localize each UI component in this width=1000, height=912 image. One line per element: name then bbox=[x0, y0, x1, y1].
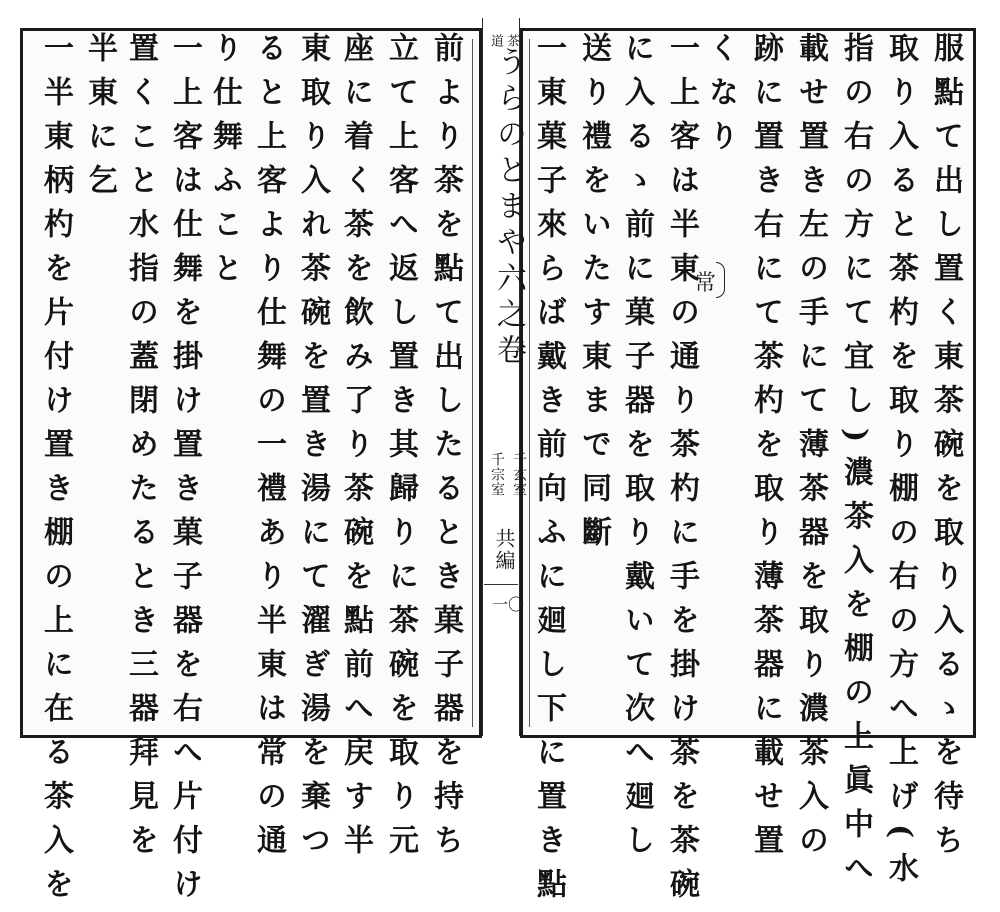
text-column: 跡に置き右にて茶杓を取り薄茶器に載せ置 bbox=[748, 32, 783, 868]
text-column: 前より茶を點て出したるとき菓子器を持ち bbox=[428, 32, 463, 868]
text-column: くなり bbox=[703, 32, 738, 164]
text-column: 半東に乞 bbox=[82, 32, 117, 208]
text-column: 座に着く茶を飲み了り茶碗を點前へ戻す半 bbox=[338, 32, 373, 868]
page-rule bbox=[472, 39, 473, 727]
text-column: 送り禮をいたす東まで同斷 bbox=[576, 32, 611, 560]
text-column: 取り入ると茶杓を取り棚の右の方へ上げ(水 bbox=[883, 32, 918, 897]
book-title: うらのとまや六之卷 bbox=[491, 46, 526, 370]
annotation-bracket bbox=[716, 262, 725, 298]
text-column: に入るゝ前に菓子器を取り戴いて次へ廻し bbox=[619, 32, 654, 868]
page-number: 一〇 bbox=[492, 595, 525, 614]
text-column: 置くこと水指の蓋閉めたるとき三器拜見を bbox=[123, 32, 158, 868]
text-column: 一東菓子來らば戴き前向ふに廻し下に置き點 bbox=[531, 32, 566, 912]
series-label: 道 bbox=[488, 34, 503, 48]
divider bbox=[484, 584, 518, 585]
text-column: 一上客は仕舞を掛け置き菓子器を右へ片付け bbox=[167, 32, 202, 912]
edit-label: 共編 bbox=[492, 528, 516, 572]
text-column: 指の右の方にて宜し)濃茶入を棚の上眞中へ bbox=[838, 32, 873, 897]
text-column: ると上客より仕舞の一禮あり半東は常の通 bbox=[251, 32, 286, 868]
author-name: 千玄室 bbox=[511, 452, 527, 497]
authors bbox=[487, 452, 529, 497]
text-column: 立て上客へ返し置き其歸りに茶碗を取り元 bbox=[383, 32, 418, 868]
text-column: 一半東柄杓を片付け置き棚の上に在る茶入を bbox=[38, 32, 73, 912]
author-name: 千宗室 bbox=[489, 452, 505, 497]
text-column: り仕舞ふこと bbox=[207, 32, 242, 296]
gutter-rule bbox=[482, 18, 483, 736]
text-column: 一上客は半東の通り茶杓に手を掛け茶を茶碗 bbox=[664, 32, 699, 912]
text-column: 服點て出し置く東茶碗を取り入るゝを待ち bbox=[928, 32, 963, 868]
handwritten-annotation: 常 bbox=[694, 271, 717, 296]
text-column: 載せ置き左の手にて薄茶器を取り濃茶入の bbox=[793, 32, 828, 868]
series-label: 茶 bbox=[504, 34, 519, 48]
text-column: 東取り入れ茶碗を置き湯にて濯ぎ湯を棄つ bbox=[295, 32, 330, 868]
